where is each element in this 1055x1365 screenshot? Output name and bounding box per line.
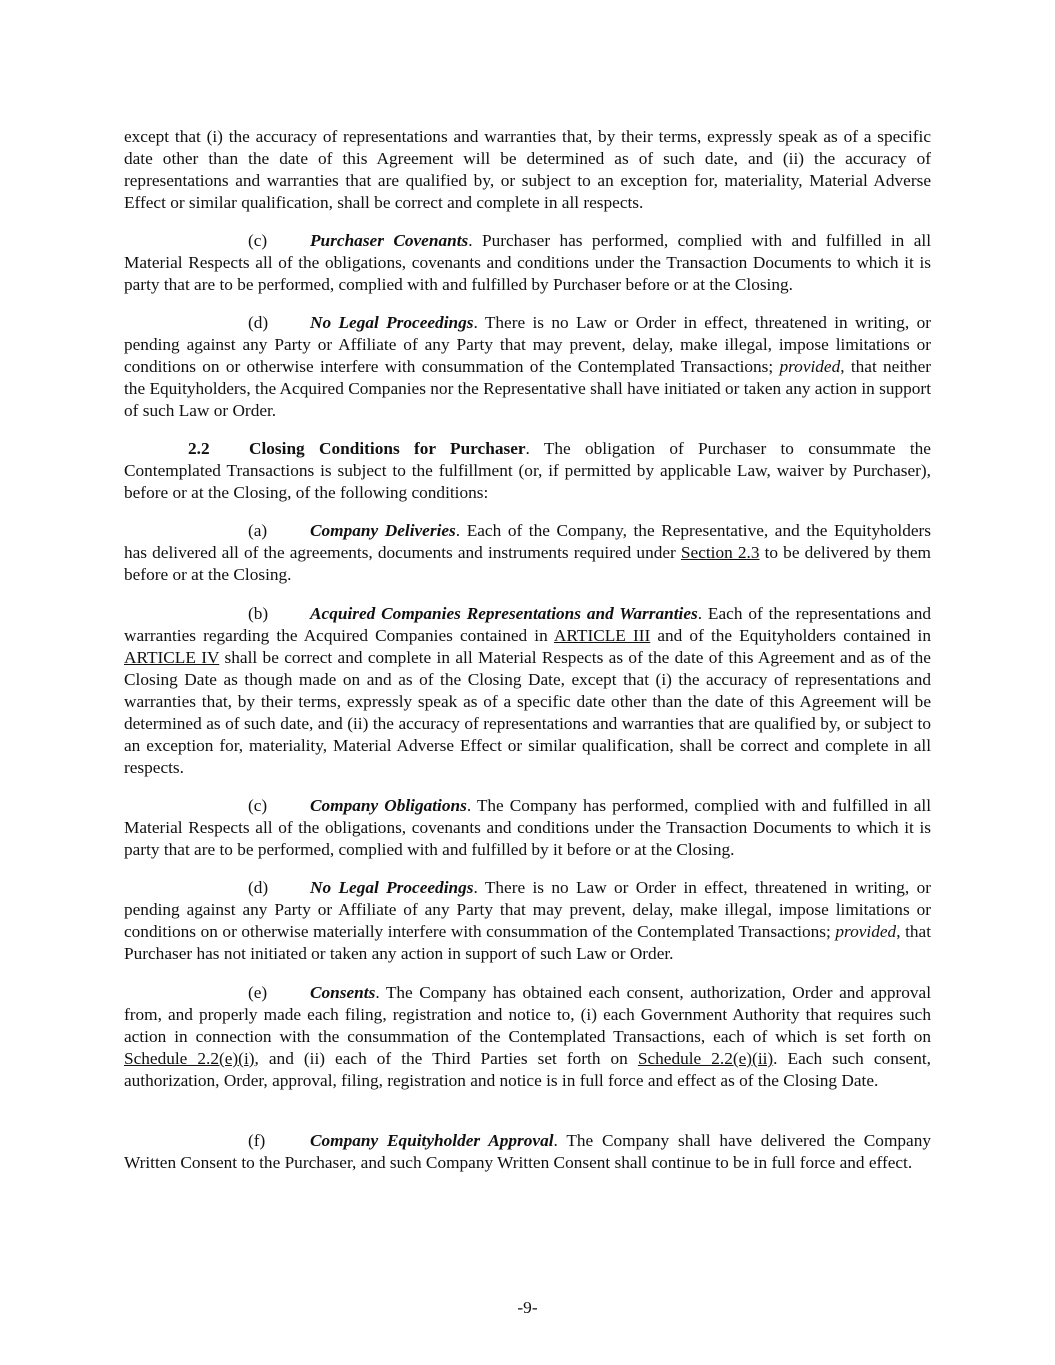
clause-title: No Legal Proceedings [310, 313, 474, 332]
clause-title: Company Equityholder Approval [310, 1131, 554, 1150]
clause-text-continued: . Each such consent, authorization, Order, approval, filing, registration and notice is in full force and effect as of the Closing Date. [124, 1049, 931, 1090]
page-number: -9- [517, 1298, 538, 1317]
clause-number: (e) [248, 983, 268, 1002]
clause-b-representations-warranties [124, 603, 931, 779]
clause-number: (c) [248, 231, 268, 250]
clause-title: Company Deliveries [310, 521, 456, 540]
clause-number: (d) [248, 878, 269, 897]
clause-text: . Each of the Company, the Representative, and the Equityholders has delivered all of the agreements, documents and instruments required under [124, 521, 931, 562]
section-text: . The obligation of Purchaser to consummate the Contemplated Transactions is subject to the fulfillment (or, if permitted by applicable Law, waiver by Purchaser), before or at the Closing, of the following conditions: [124, 439, 931, 502]
clause-title: No Legal Proceedings [310, 878, 474, 897]
clause-c-company-obligations [124, 795, 931, 861]
clause-number: (f) [248, 1131, 266, 1150]
clause-a-company-deliveries [124, 520, 931, 586]
section-title: Closing Conditions for Purchaser [249, 439, 526, 458]
schedule-reference-link: Schedule 2.2(e)(ii) [637, 1049, 774, 1068]
clause-text-continued: shall be correct and complete in all Material Respects as of the date of this Agreement and as of the Closing Date as though made on and as of the Closing Date, except that (i) the accuracy of representations and warranties that, by their terms, expressly speak as of a specific date other than the date of this Agreement will be determined as of such date, and (ii) the accuracy of representations and warranties that are qualified by, or subject to an exception for, materiality, Material Adverse Effect or similar qualification, shall be correct and complete in all respects. [124, 648, 931, 777]
clause-text: . Purchaser has performed, complied with and fulfilled in all Material Respects all of the obligations, covenants and conditions under the Transaction Documents to which it is party that are to be performed, complied with and fulfilled by Purchaser before or at the Closing. [124, 231, 931, 294]
clause-text: . The Company has performed, complied with and fulfilled in all Material Respects all of the obligations, covenants and conditions under the Transaction Documents to which it is party that are to be performed, complied with and fulfilled by it before or at the Closing. [124, 796, 932, 859]
clause-e-consents [124, 982, 931, 1092]
article-reference-link: ARTICLE IV [124, 648, 220, 667]
clause-text: . The Company shall have delivered the Company Written Consent to the Purchaser, and such Company Written Consent shall continue to be in full force and effect. [124, 1131, 931, 1172]
clause-text-continued: and of the Equityholders contained in [650, 626, 931, 645]
clause-title: Consents [310, 983, 376, 1002]
article-reference-link: ARTICLE III [553, 626, 651, 645]
section-number: 2.2 [188, 439, 210, 458]
clause-number: (a) [248, 521, 268, 540]
provided-term: provided [779, 357, 841, 376]
clause-d-no-legal-proceedings-2 [124, 877, 931, 965]
clause-title: Acquired Companies Representations and Warranties [310, 604, 698, 623]
clause-number: (d) [248, 313, 269, 332]
clause-text-continued: , that neither the Equityholders, the Acquired Companies nor the Representative shall have initiated or taken any action in support of such Law or Order. [124, 357, 932, 420]
clause-number: (c) [248, 796, 268, 815]
clause-text-continued: , and (ii) each of the Third Parties set forth on [254, 1049, 638, 1068]
clause-text: . There is no Law or Order in effect, threatened in writing, or pending against any Party or Affiliate of any Party that may prevent, delay, make illegal, impose limitations or conditions on or otherwise interfere with consummation of the Contemplated Transactions; [124, 313, 931, 376]
clause-f-equityholder-approval [124, 1130, 931, 1174]
clause-text: . There is no Law or Order in effect, threatened in writing, or pending against any Party or Affiliate of any Party that may prevent, delay, make illegal, impose limitations or conditions on or otherwise materially interfere with consummation of the Contemplated Transactions; [124, 878, 931, 941]
section-2-2-closing-conditions [124, 438, 931, 504]
clause-c-purchaser-covenants [124, 230, 931, 296]
section-reference-link: Section 2.3 [680, 543, 760, 562]
provided-term: provided [835, 922, 897, 941]
clause-d-no-legal-proceedings [124, 312, 931, 422]
clause-text: . Each of the representations and warranties regarding the Acquired Companies contained in [124, 604, 932, 645]
clause-title: Purchaser Covenants [310, 231, 469, 250]
clause-text-continued: , that Purchaser has not initiated or taken any action in support of such Law or Order. [124, 922, 931, 963]
clause-text-continued: to be delivered by them before or at the Closing. [124, 543, 931, 584]
clause-title: Company Obligations [310, 796, 467, 815]
paragraph-text: except that (i) the accuracy of representations and warranties that, by their terms, expressly speak as of a specific date other than the date of this Agreement will be determined as of such date, and (ii) the accuracy of representations and warranties that are qualified by, or subject to an exception for, materiality, Material Adverse Effect or similar qualification, shall be correct and complete in all respects. [124, 127, 931, 212]
schedule-reference-link: Schedule 2.2(e)(i) [124, 1049, 255, 1068]
clause-number: (b) [248, 604, 269, 623]
paragraph-continuation [124, 126, 931, 214]
clause-text: . The Company has obtained each consent, authorization, Order and approval from, and properly made each filing, registration and notice to, (i) each Government Authority that requires such action in connection with the consummation of the Contemplated Transactions, each of which is set forth on [124, 983, 931, 1046]
